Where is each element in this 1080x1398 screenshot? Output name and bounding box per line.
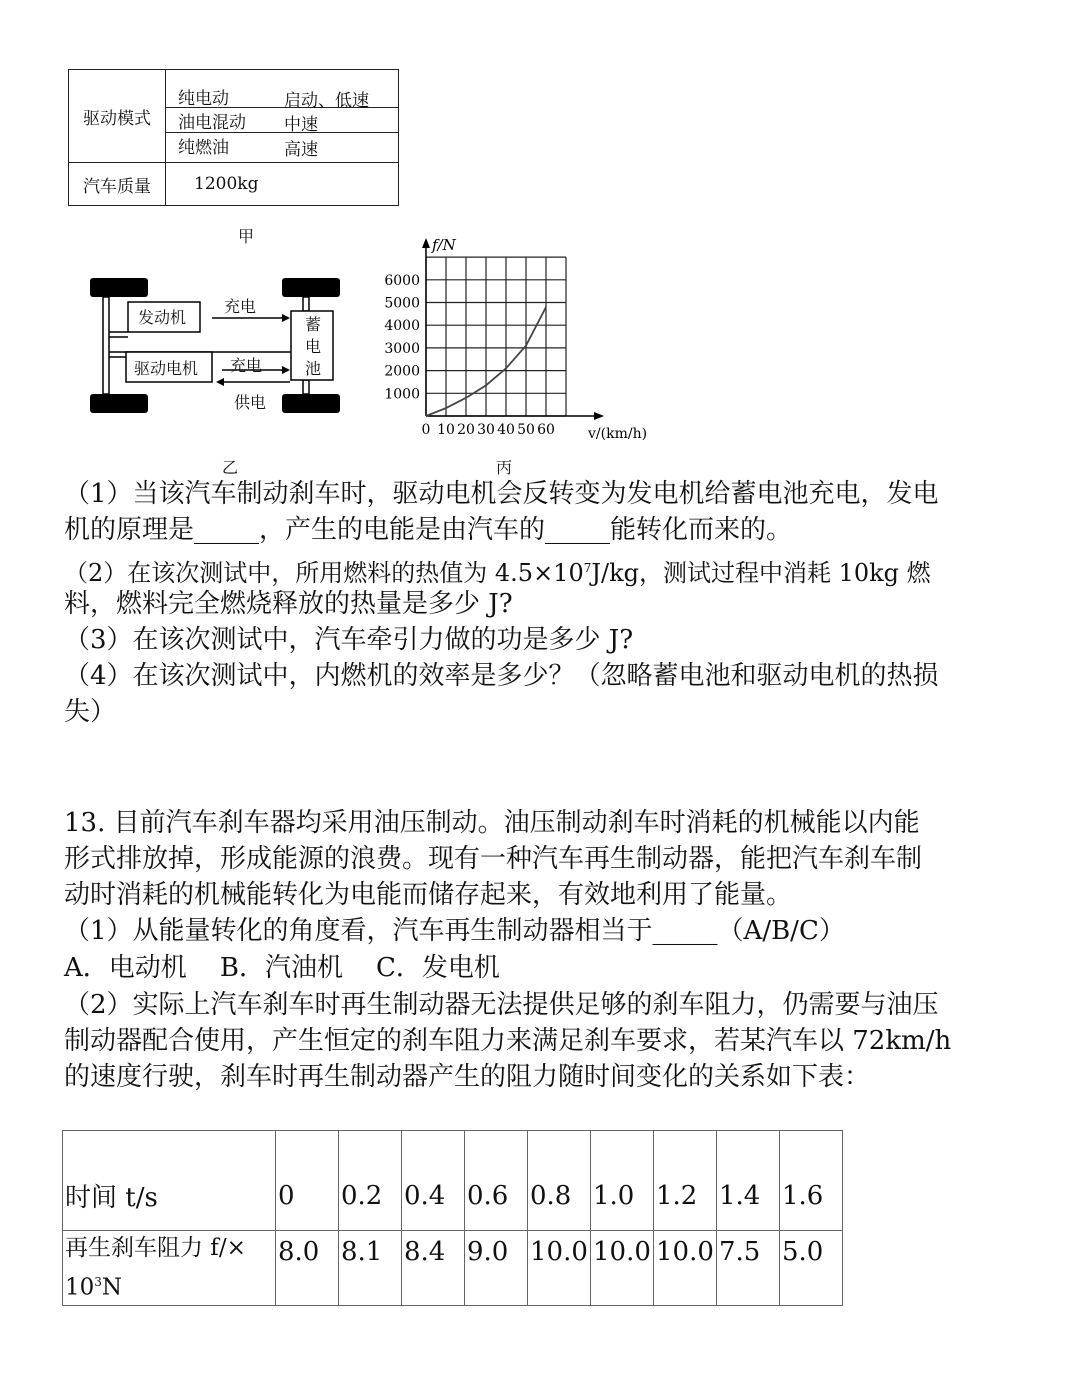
- table-cell: 10.0: [528, 1231, 591, 1306]
- x-tick-label: 0: [421, 422, 431, 438]
- q12-part2-exponent: 7: [583, 561, 592, 575]
- axle: [303, 297, 309, 311]
- row-header-time: 时间 t/s: [63, 1131, 276, 1231]
- q12-part1-line2: 机的原理是_____，产生的电能是由汽车的_____能转化而来的。: [64, 515, 793, 545]
- q13-line3: 动时消耗的机械能转化为电能而储存起来，有效地利用了能量。: [64, 880, 793, 910]
- motor-label: 驱动电机: [134, 359, 199, 378]
- table-cell: 1.2: [654, 1131, 717, 1231]
- row-header-force-a: 再生刹车阻力 f/×: [65, 1235, 246, 1261]
- table-cell: 0.2: [339, 1131, 402, 1231]
- wheel: [90, 278, 148, 297]
- mode-use: 启动、低速: [284, 91, 369, 111]
- mode-row: [166, 107, 399, 133]
- table-cell: 5.0: [780, 1231, 843, 1306]
- charge-label-bottom: 充电: [230, 356, 263, 375]
- mode-row: [166, 133, 399, 163]
- axle: [103, 297, 109, 394]
- table-cell: 1.0: [591, 1131, 654, 1231]
- battery-char: 电: [305, 337, 322, 356]
- table-cell: 0.4: [402, 1131, 465, 1231]
- mode-name: 油电混动: [178, 112, 246, 133]
- table-cell: 8.4: [402, 1231, 465, 1306]
- x-tick-label: 10: [437, 422, 455, 438]
- y-axis-arrow-icon: [422, 238, 430, 248]
- table-cell: 8.0: [276, 1231, 339, 1306]
- arrow-right-icon: [282, 366, 290, 374]
- q12-part2-text-a: （2）在该次测试中，所用燃料的热值为 4.5×10: [64, 559, 584, 587]
- y-tick-label: 5000: [384, 295, 420, 312]
- arrow-left-icon: [216, 378, 224, 386]
- table-cell: 10.0: [654, 1231, 717, 1306]
- x-tick-label: 40: [497, 422, 515, 438]
- row-header-force-b: 10: [65, 1274, 95, 1301]
- caption-bing: 丙: [496, 458, 513, 477]
- mode-use: 中速: [284, 114, 318, 135]
- q13-part2-line3: 的速度行驶，刹车时再生制动器产生的阻力随时间变化的关系如下表：: [64, 1062, 871, 1092]
- row-header-force-exp: 3: [94, 1275, 102, 1289]
- arrow-right-icon: [282, 314, 290, 322]
- wheel: [90, 394, 148, 413]
- q12-part2-line2: 料，燃料完全燃烧释放的热量是多少 J?: [64, 589, 513, 619]
- y-axis-label: f/N: [432, 236, 456, 254]
- mode-header: 驱动模式: [69, 70, 166, 163]
- wheel: [282, 394, 340, 413]
- charge-label-top: 充电: [224, 297, 257, 316]
- wheel: [282, 278, 340, 297]
- table-cell: 8.1: [339, 1231, 402, 1306]
- q13-part1: （1）从能量转化的角度看，汽车再生制动器相当于_____（A/B/C）: [64, 916, 845, 946]
- table-cell: 1.4: [717, 1131, 780, 1231]
- caption-yi: 乙: [222, 458, 239, 477]
- table-cell: 10.0: [591, 1231, 654, 1306]
- mass-value: 1200kg: [166, 163, 399, 206]
- engine-label: 发动机: [138, 308, 187, 327]
- supply-label: 供电: [234, 393, 267, 412]
- drive-mode-table: [68, 69, 399, 206]
- q12-part2-line1: [64, 550, 931, 591]
- table-cell: 7.5: [717, 1231, 780, 1306]
- q12-part2-text-b: J/kg，测试过程中消耗 10kg 燃: [591, 559, 931, 587]
- q13-options: A．电动机 B．汽油机 C．发电机: [64, 953, 500, 983]
- row-header-force-c: N: [101, 1274, 123, 1301]
- q12-part1-line1: （1）当该汽车制动刹车时，驱动电机会反转变为发电机给蓄电池充电，发电: [64, 479, 939, 509]
- battery-char: 池: [305, 359, 322, 378]
- x-axis-label: v/(km/h): [588, 426, 648, 442]
- x-tick-label: 30: [477, 422, 495, 438]
- x-axis-arrow-icon: [594, 412, 604, 420]
- table-row: [63, 1131, 843, 1231]
- q13-line1: 13. 目前汽车刹车器均采用油压制动。油压制动刹车时消耗的机械能以内能: [64, 808, 920, 838]
- row-header-force: [63, 1231, 276, 1306]
- x-tick-label: 20: [457, 422, 475, 438]
- y-tick-label: 6000: [384, 272, 420, 289]
- q13-line2: 形式排放掉，形成能源的浪费。现有一种汽车再生制动器，能把汽车刹车制: [64, 844, 923, 874]
- table-cell: 0.6: [465, 1131, 528, 1231]
- mode-use: 高速: [284, 140, 318, 161]
- q12-part4-line1: （4）在该次测试中，内燃机的效率是多少？（忽略蓄电池和驱动电机的热损: [64, 661, 939, 691]
- y-tick-label: 1000: [384, 386, 420, 403]
- q13-part2-line1: （2）实际上汽车刹车时再生制动器无法提供足够的刹车阻力，仍需要与油压: [64, 990, 939, 1020]
- mode-name: 纯电动: [178, 89, 229, 109]
- y-tick-label: 2000: [384, 363, 420, 380]
- mass-header: 汽车质量: [69, 163, 166, 206]
- axle: [303, 380, 309, 394]
- caption-jia: 甲: [238, 227, 255, 246]
- battery-char: 蓄: [305, 315, 322, 334]
- table-cell: 9.0: [465, 1231, 528, 1306]
- q12-part4-line2: 失）: [64, 697, 117, 727]
- brake-force-table: [62, 1130, 843, 1306]
- table-cell: 0: [276, 1131, 339, 1231]
- x-tick-label: 60: [537, 422, 555, 438]
- q12-part3: （3）在该次测试中，汽车牵引力做的功是多少 J?: [64, 625, 634, 655]
- table-row: [63, 1231, 843, 1306]
- table-cell: 0.8: [528, 1131, 591, 1231]
- mode-row: [166, 70, 399, 111]
- y-tick-label: 3000: [384, 340, 420, 357]
- friction-speed-chart: [376, 234, 666, 446]
- mode-name: 纯燃油: [178, 138, 229, 159]
- table-cell: 1.6: [780, 1131, 843, 1231]
- y-tick-label: 4000: [384, 318, 420, 335]
- x-tick-label: 50: [517, 422, 535, 438]
- q13-part2-line2: 制动器配合使用，产生恒定的刹车阻力来满足刹车要求，若某汽车以 72km/h: [64, 1026, 952, 1056]
